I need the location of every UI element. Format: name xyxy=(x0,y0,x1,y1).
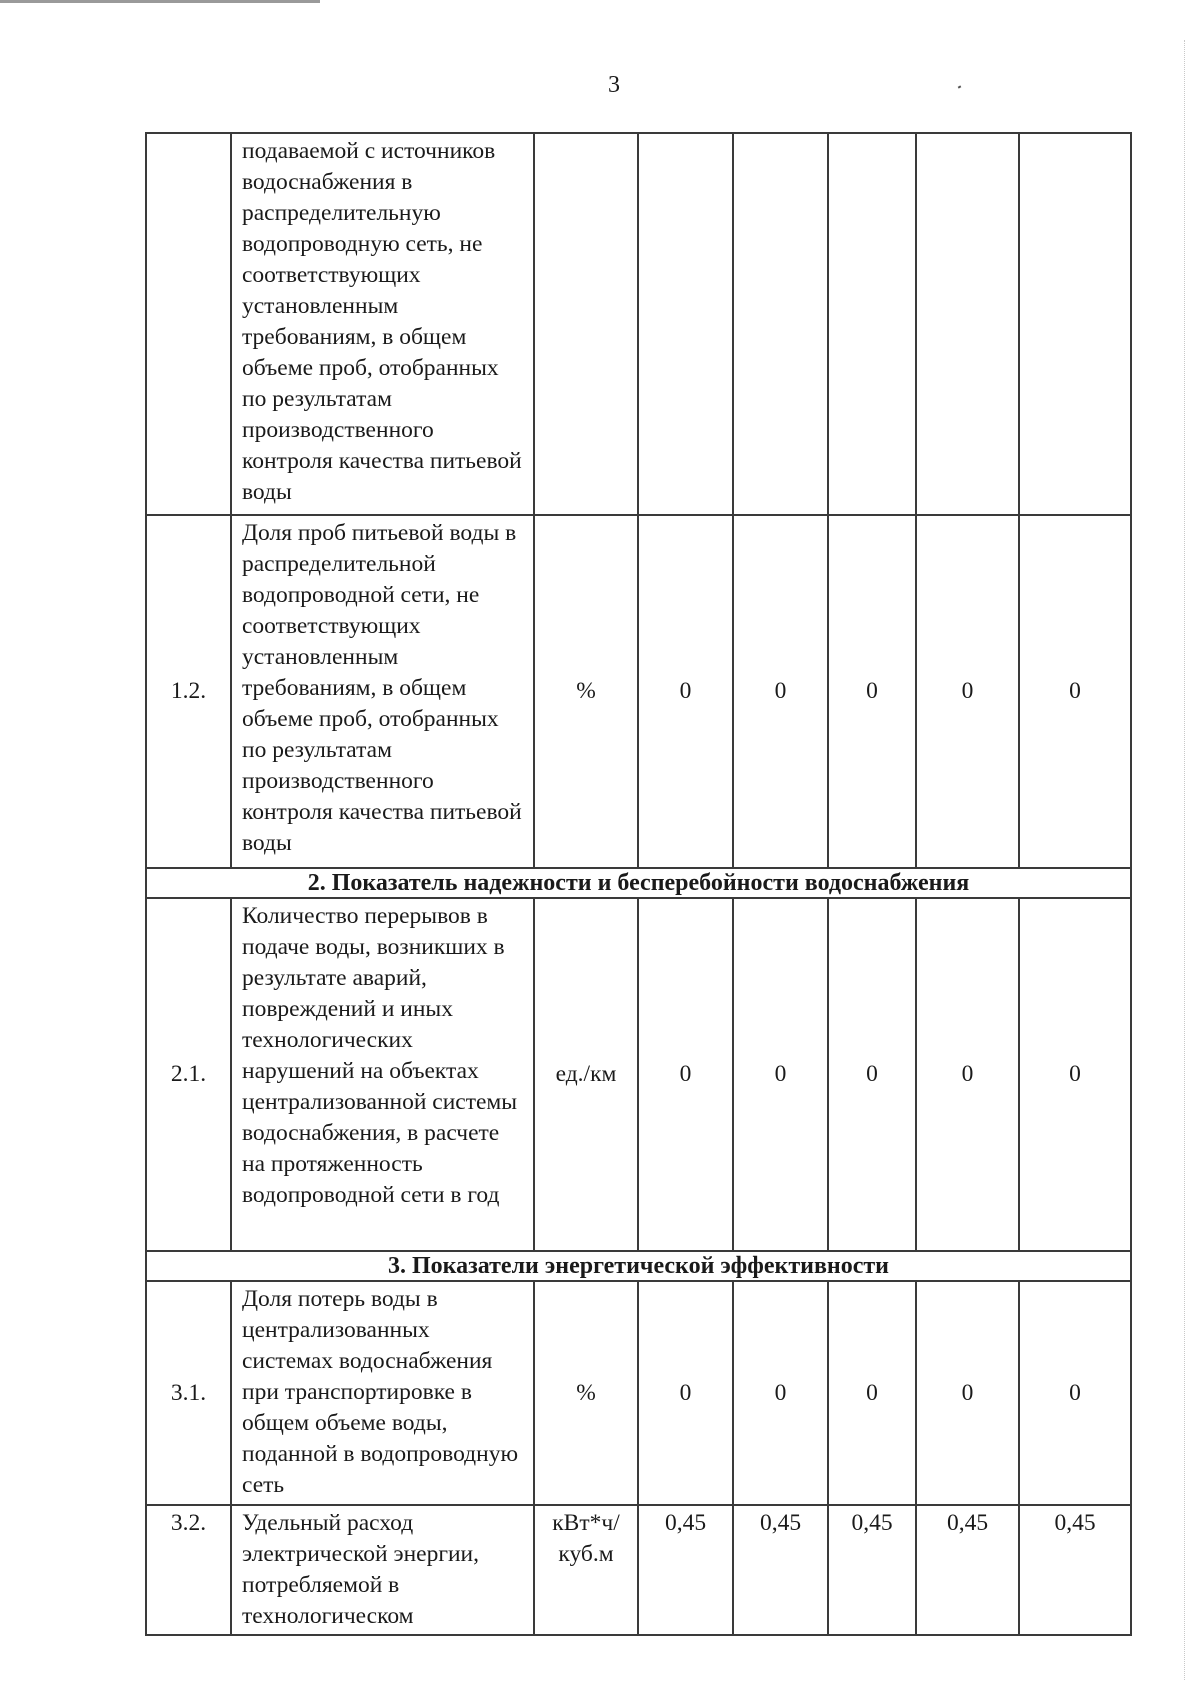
table-row xyxy=(146,1505,1131,1635)
row-value: 0 xyxy=(733,898,828,1251)
row-unit: ед./км xyxy=(534,898,638,1251)
section-title: 2. Показатель надежности и бесперебойности водоснабжения xyxy=(146,868,1131,898)
row-value: 0 xyxy=(828,1281,916,1505)
row-value xyxy=(828,133,916,515)
row-value: 0,45 xyxy=(916,1505,1019,1635)
scan-speck xyxy=(958,85,962,88)
row-description: Доля проб питьевой воды в распределительной водопроводной сети, не соответствующих установленным требованиям, в общем объеме проб, отобранных по результатам производственного контроля качества питьевой воды xyxy=(231,515,534,868)
row-value: 0 xyxy=(638,1281,733,1505)
indicators-table xyxy=(145,132,1132,1636)
row-number: 3.1. xyxy=(146,1281,231,1505)
row-number: 2.1. xyxy=(146,898,231,1251)
table-row xyxy=(146,1281,1131,1505)
row-value: 0,45 xyxy=(828,1505,916,1635)
row-value: 0 xyxy=(1019,1281,1131,1505)
section-header-row xyxy=(146,868,1131,898)
row-value: 0 xyxy=(916,515,1019,868)
scan-edge-mark xyxy=(0,0,320,3)
section-title: 3. Показатели энергетической эффективности xyxy=(146,1251,1131,1281)
row-description: Количество перерывов в подаче воды, возникших в результате аварий, повреждений и иных технологических нарушений на объектах централизованной системы водоснабжения, в расчете на протяженность водопроводной сети в год xyxy=(231,898,534,1251)
table-row xyxy=(146,898,1131,1251)
row-value: 0,45 xyxy=(1019,1505,1131,1635)
row-value: 0 xyxy=(916,1281,1019,1505)
row-value: 0 xyxy=(638,515,733,868)
row-number: 3.2. xyxy=(146,1505,231,1635)
row-value: 0 xyxy=(828,515,916,868)
row-value: 0 xyxy=(1019,515,1131,868)
row-value xyxy=(733,133,828,515)
table-row xyxy=(146,515,1131,868)
page-number: 3 xyxy=(608,72,620,98)
row-value: 0 xyxy=(733,1281,828,1505)
row-description: Доля потерь воды в централизованных системах водоснабжения при транспортировке в общем объеме воды, поданной в водопроводную сеть xyxy=(231,1281,534,1505)
row-value xyxy=(1019,133,1131,515)
row-description: Удельный расход электрической энергии, потребляемой в технологическом xyxy=(231,1505,534,1635)
section-header-row xyxy=(146,1251,1131,1281)
row-unit xyxy=(534,133,638,515)
row-value: 0 xyxy=(916,898,1019,1251)
row-value xyxy=(638,133,733,515)
row-number: 1.2. xyxy=(146,515,231,868)
row-value xyxy=(916,133,1019,515)
row-number xyxy=(146,133,231,515)
row-value: 0,45 xyxy=(733,1505,828,1635)
row-value: 0 xyxy=(733,515,828,868)
row-description: подаваемой с источников водоснабжения в распределительную водопроводную сеть, не соответствующих установленным требованиям, в общем объеме проб, отобранных по результатам производственного контроля качества питьевой воды xyxy=(231,133,534,515)
row-value: 0 xyxy=(828,898,916,1251)
row-unit: кВт*ч/ куб.м xyxy=(534,1505,638,1635)
table-row xyxy=(146,133,1131,515)
row-unit: % xyxy=(534,515,638,868)
row-unit: % xyxy=(534,1281,638,1505)
scan-edge-dots xyxy=(1184,40,1186,1680)
row-value: 0 xyxy=(638,898,733,1251)
row-value: 0,45 xyxy=(638,1505,733,1635)
row-value: 0 xyxy=(1019,898,1131,1251)
